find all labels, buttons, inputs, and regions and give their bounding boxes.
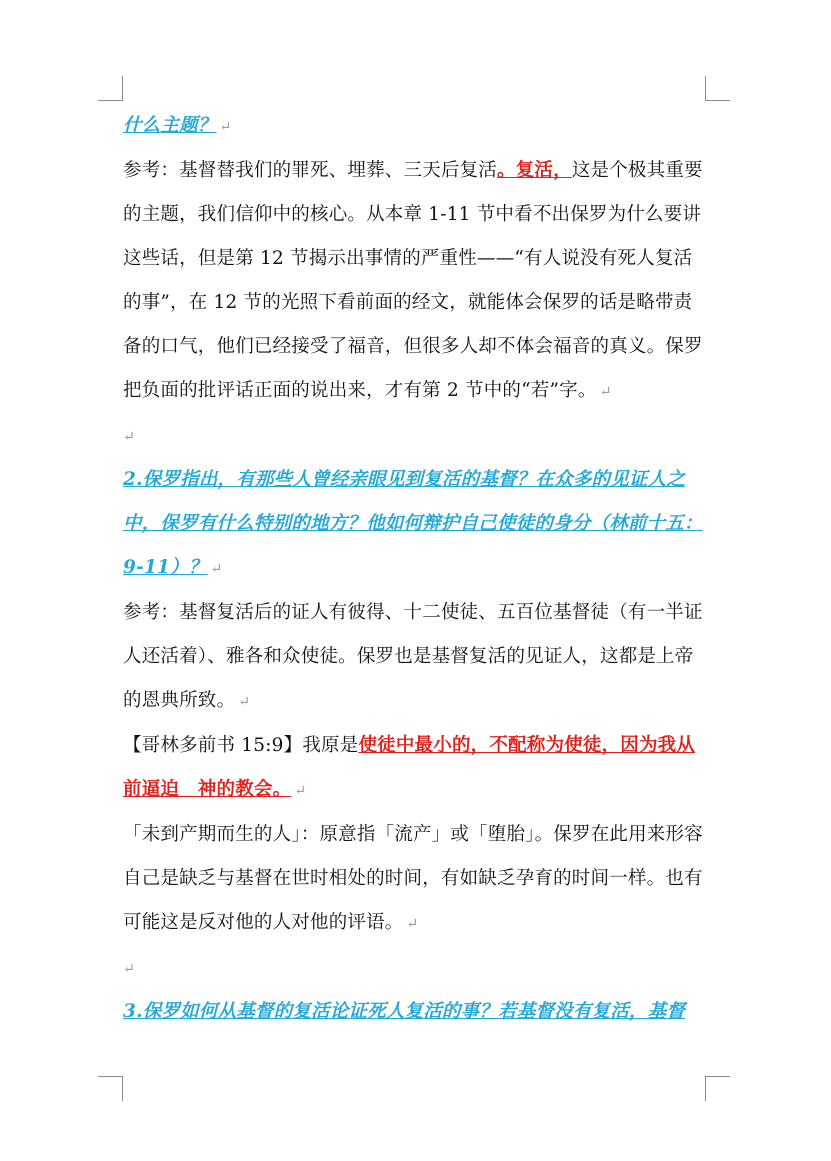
paragraph-mark: ↵ bbox=[219, 119, 232, 135]
highlight-text: 。复活， bbox=[497, 160, 572, 181]
verse-paragraph[interactable] bbox=[123, 724, 708, 813]
question-2-paragraph[interactable] bbox=[123, 458, 708, 591]
highlight-text: 使徒中最小的，不配称为使徒，因为我从前逼迫 神的教会。 bbox=[123, 735, 696, 800]
margin-corner-bottom-right bbox=[705, 1076, 730, 1101]
answer-1-paragraph[interactable] bbox=[123, 149, 708, 414]
paragraph-mark: ↵ bbox=[238, 694, 251, 710]
margin-corner-bottom-left bbox=[98, 1076, 123, 1101]
question-text: 什么主题？ bbox=[123, 115, 217, 136]
paragraph-mark: ↵ bbox=[210, 561, 223, 577]
answer-body: 这是个极其重要的主题，我们信仰中的核心。从本章 1-11 节中看不出保罗为什么要讲这些话，但是第 12 节揭示出事情的严重性——“有人说没有死人复活的事”，在 12 节的光照下看前面的经文，就能体会保罗的话是略带责备的口气，他们已经接受了福音，但很多人却不体会福音的真义。保罗把负面的批评话正面的说出来，才有第 2 节中的“若”字。 bbox=[123, 160, 703, 401]
paragraph-mark: ↵ bbox=[294, 783, 307, 799]
paragraph-mark: ↵ bbox=[406, 916, 419, 932]
answer-body: 参考：基督复活后的证人有彼得、十二使徒、五百位基督徒（有一半证人还活着）、雅各和众使徒。保罗也是基督复活的见证人，这都是上帝的恩典所致。 bbox=[123, 602, 703, 711]
answer-lead: 参考：基督替我们的罪死、埋葬、三天后复活 bbox=[123, 160, 498, 181]
empty-paragraph[interactable] bbox=[123, 946, 708, 990]
question-1-tail[interactable] bbox=[123, 104, 708, 149]
note-paragraph[interactable] bbox=[123, 813, 708, 946]
paragraph-mark: ↵ bbox=[599, 384, 612, 400]
question-text: 3.保罗如何从基督的复活论证死人复活的事？若基督没有复活，基督 bbox=[123, 1001, 686, 1022]
paragraph-mark: ↵ bbox=[123, 961, 135, 977]
answer-2-paragraph[interactable] bbox=[123, 591, 708, 724]
document-page[interactable] bbox=[123, 104, 708, 1034]
question-3-heading[interactable] bbox=[123, 990, 708, 1034]
paragraph-mark: ↵ bbox=[123, 429, 135, 445]
empty-paragraph[interactable] bbox=[123, 414, 708, 458]
margin-corner-top-right bbox=[705, 76, 730, 101]
margin-corner-top-left bbox=[98, 76, 123, 101]
note-body: 「未到产期而生的人」：原意指「流产」或「堕胎」。保罗在此用来形容自己是缺乏与基督在世时相处的时间，有如缺乏孕育的时间一样。也有可能这是反对他的人对他的评语。 bbox=[123, 824, 703, 933]
question-text: 2.保罗指出，有那些人曾经亲眼见到复活的基督？在众多的见证人之中，保罗有什么特别的地方？他如何辩护自己使徒的身分（林前十五：9-11）？ bbox=[123, 469, 703, 578]
verse-reference: 【哥林多前书 15:9】我原是 bbox=[123, 735, 359, 756]
